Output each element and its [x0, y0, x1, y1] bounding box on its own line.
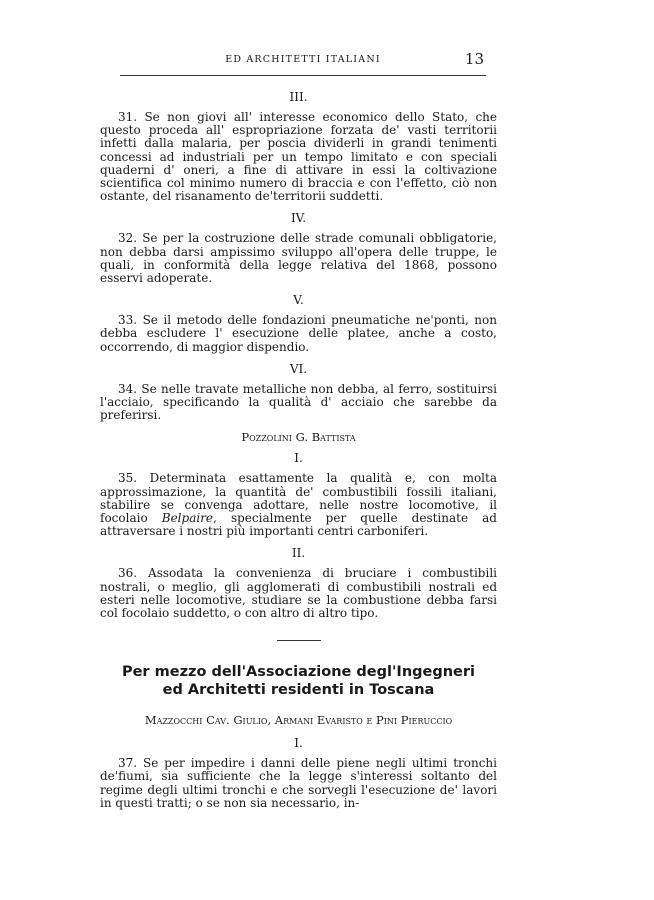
paragraph-35-text-end: , specialmente per quelle destinate ad attraversare i nostri più importanti centri carboniferi. [100, 511, 497, 539]
section-numeral-v: V. [293, 293, 304, 308]
running-header [120, 50, 486, 70]
association-heading-line-2: ed Architetti residenti in Toscana [162, 682, 435, 699]
section-numeral-i: I. [294, 451, 303, 466]
paragraph-35 [100, 472, 497, 538]
header-title: ED ARCHITETTI ITALIANI [225, 54, 381, 65]
paragraph-33: 33. Se il metodo delle fondazioni pneumatiche ne'ponti, non debba escludere l' esecuzione delle platee, anche a costo, occorrendo, di maggior dispendio. [100, 313, 497, 354]
author-pozzolini: Pozzolini G. Battista [241, 430, 356, 445]
association-heading-line-1: Per mezzo dell'Associazione degl'Ingegneri [121, 664, 476, 681]
section-numeral-iii: III. [289, 90, 308, 104]
page-body [100, 90, 497, 810]
paragraph-32: 32. Se per la costruzione delle strade comunali obbligatorie, non debba darsi ampissimo sviluppo all'opera delle truppe, le quali, in conformità della legge relativa del 1868, possono esservi adoperate. [100, 231, 497, 286]
paragraph-35-text-start: 35. Determinata esattamente la qualità e, con molta approssimazione, la quantità de' combustibili fossili italiani, stabilire se convenga adottare, nelle nostre locomotive, il focolaio [100, 471, 497, 526]
header-rule [120, 75, 486, 76]
section-numeral-vi: VI. [289, 361, 308, 376]
section-numeral-iv: IV. [290, 211, 307, 226]
section-numeral-ii: II. [291, 546, 306, 561]
section-numeral-i-toscana: I. [294, 736, 303, 751]
paragraph-36: 36. Assodata la convenienza di bruciare i combustibili nostrali, o meglio, gli agglomerati di combustibili nostrali ed esteri nelle locomotive, studiare se la combustione debba farsi col focolaio suddetto, o con altro di altro tipo. [100, 566, 497, 621]
author-mazzocchi: Mazzocchi Cav. Giulio, Armani Evaristo e Pini Pieruccio [144, 713, 453, 728]
paragraph-35-italic: Belpaire [161, 511, 214, 526]
paragraph-31: 31. Se non giovi all' interesse economico dello Stato, che questo proceda all' espropriazione forzata de' vasti territorii infetti dalla malaria, per poscia dividerli in grandi tenimenti concessi ad industriali per un tempo limitato e con speciali quaderni d' oneri, a fine di attivare in essi la coltivazione scientifica col minimo numero di braccia e con l'effetto, ciò non ostante, del risanamento de'territorii suddetti. [100, 110, 497, 204]
paragraph-34: 34. Se nelle travate metalliche non debba, al ferro, sostituirsi l'acciaio, specificando la qualità d' acciaio che sarebbe da preferirsi. [100, 381, 497, 423]
page-number: 13 [464, 50, 484, 68]
paragraph-37: 37. Se per impedire i danni delle piene negli ultimi tronchi de'fiumi, sia sufficiente che la legge s'interessi soltanto del regime degli ultimi tronchi e che sorvegli l'esecuzione de' lavori in questi tratti; o se non sia necessario, in- [100, 756, 497, 810]
